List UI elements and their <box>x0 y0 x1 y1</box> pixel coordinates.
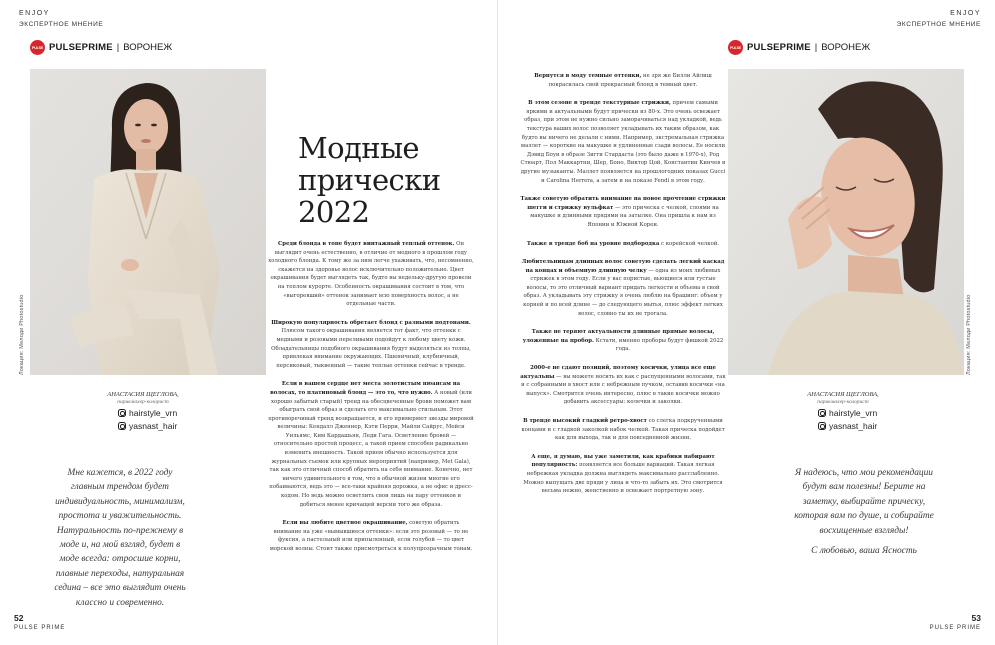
instagram-handle-right-2[interactable] <box>818 421 877 431</box>
stylist-role-right: парикмахер-колорист <box>817 399 869 405</box>
section-label-right: ENJOY <box>950 10 981 17</box>
handle-text: yasnast_hair <box>129 421 178 431</box>
paragraph: Вернутся в моду темные оттенки, не зря же Билли Айлиш покрасилась свой прекрасный блонд в темный цвет. <box>534 73 712 88</box>
article-title <box>298 131 441 229</box>
paragraph: Широкую популярность обретает блонд с разными подтонами. Плюсом такого окрашивания является тот факт, что оттенки с медными и розовыми переливами подойдут к любому цвету кожи. Обладательницы подобного окрашивания будут выделяться из толпы, привлекая внимание окружающих. Пшеничный, клубничный, персиковый, тыквенный — такие теплые оттенки сейчас в тренде. <box>271 319 471 369</box>
subsection-label-left: ЭКСПЕРТНОЕ МНЕНИЕ <box>19 21 104 28</box>
model-photo-right <box>728 69 964 375</box>
instagram-handle-left-2[interactable] <box>118 421 177 431</box>
brand-header-right <box>728 40 870 55</box>
brand-logo-icon: PULSE <box>728 40 743 55</box>
title-line-3: 2022 <box>298 195 370 229</box>
paragraph: Любительницам длинных волос советую сделать легкий каскад на концах и объемную длинную челку — одна из моих любимых стрижек в этом году. Если у вас пористые, вьющиеся или густые волосы, то это отличный вариант придать легкости и объема в свой образ. А укладывать эту стрижку я очень люблю на брашинг: объем у корней и по всей длине — до следующего мытья, плюс эффект легких волос, словно ты их не трогала. <box>521 259 725 317</box>
paragraph: В этом сезоне в тренде текстурные стрижки, причем самыми яркими и актуальными будут прически из 80-х. Это очень освежает образ, при этом не нужно сильно заморачиваться над укладкой, ведь текстура ваших волос позволяет укладывать их таким образом, как будто вы ничего не делали с ними. Например, экстремальная стрижка маллет — короткие на макушке и удлиненные сзади волосы. Ее носили Дэвид Боуи в образе Зигги Стардаста (это было даже в 1970-х), Род Стюарт, Пол Маккартни, Шер, Боно, Виктор Цой, Константин Кинчев и другие музыканты. Маллет появляется на прошлогодних показах Gucci и Carolina Herrera, а затем и на показе Fendi в этом году. <box>520 100 726 184</box>
model-photo-left <box>30 69 266 375</box>
article-column-2 <box>520 72 726 506</box>
page-label-left: PULSE PRIME <box>14 625 66 631</box>
paragraph: Также советую обратить внимание на новое прочтение стрижки шегги и стрижку вульфкат — это прическа с челкой, слоями на макушке и длинными прядями на затылке. Она пришла к нам из Японии и Южной Кореи. <box>520 196 726 228</box>
title-line-1: Модные <box>298 131 419 165</box>
page-number-left: 52 <box>14 613 24 623</box>
instagram-icon <box>118 409 126 417</box>
instagram-handle-left-1[interactable] <box>118 408 177 418</box>
brand-city: ВОРОНЕЖ <box>123 42 173 53</box>
page-number-right: 53 <box>971 613 981 623</box>
quote-signature: С любовью, ваша Ясность <box>811 546 917 556</box>
paragraph: Также в тренде боб на уровне подбородка с корейской челкой. <box>526 240 720 247</box>
photo-credit-left: Локация: Мелоди Photostudio <box>19 294 25 375</box>
subsection-label-right: ЭКСПЕРТНОЕ МНЕНИЕ <box>896 21 981 28</box>
brand-separator: | <box>814 42 818 53</box>
handle-text: yasnast_hair <box>829 421 878 431</box>
paragraph: Если в вашем сердце нет места золотистым нюансам на волосах, то платиновый блонд — это то, что нужно. А новый (или хорошо забытый старый) тренд на обесцвеченные брови поможет вам обыграть свой образ и сделать его максимально стильным. Этот противоречивый тренд возвращается, и его примеряют звезды мировой величины: Кендалл Дженнер, Кэти Перри, Майли Сайрус, Мейси Уильямс, Ким Кардашьян, Леди Гага. Осветление бровей — относительно простой процесс, а такой прием способен радикально изменить внешность. Такой прием обычно используется для журнальных съемок или крупных мероприятий (например, Met Gala), так как это отличный способ обратить на себя внимание. Конечно, нет ничего удивительного в том, что в обычной жизни многие его побаиваются, ведь это — все-таки крайняя дорожка, а не офис и дресс-кодом. Но ведь можно осветлить свои лишь на пару оттенков и добиться менее кричащей версии того же образа. <box>268 381 474 508</box>
expert-quote-left: Мне кажется, в 2022 году главным трендом будет индивидуальность, минимализм, простота и уважительность. Натуральность по-прежнему в моде и, на мой взгляд, будет в моде всегда: отросшие корни, плавные переходы, натуральная седина – все это выглядит очень классно и современно. <box>54 468 186 608</box>
photo-credit-right: Локация: Мелоди Photostudio <box>966 294 972 375</box>
expert-quote-right: Я надеюсь, что мои рекомендации будут вам полезны! Берите на заметку, выбирайте прическу, которая вам по душе, и собирайте восхищенные взгляды! <box>794 468 934 536</box>
page-label-right: PULSE PRIME <box>929 625 981 631</box>
stylist-role-left: парикмахер-колорист <box>117 399 169 405</box>
handle-text: hairstyle_vrn <box>829 408 878 418</box>
title-line-2: прически <box>298 163 441 197</box>
brand-header-left <box>30 40 172 55</box>
brand-logo-icon: PULSE <box>30 40 45 55</box>
paragraph: Также не теряют актуальности длинные прямые волосы, уложенные на пробор. Кстати, именно проборы будут фишкой 2022 года. <box>522 329 724 353</box>
brand-separator: | <box>116 42 120 53</box>
article-column-1 <box>268 240 474 564</box>
instagram-icon <box>818 409 826 417</box>
page-spine <box>497 0 498 645</box>
brand-name: PULSEPRIME <box>49 42 113 53</box>
brand-name: PULSEPRIME <box>747 42 811 53</box>
instagram-icon <box>118 422 126 430</box>
section-label-left: ENJOY <box>19 10 50 17</box>
brand-city: ВОРОНЕЖ <box>821 42 871 53</box>
paragraph: А еще, я думаю, вы уже заметили, как крабики набирают популярность: появляется все больше вариаций. Такая легкая небрежная укладка должна выглядеть максимально расслабленно. Можно выпущать две пряди у лица и что-то забыть их. Это смотрится весьма нежно, женственно и освежает портретную зону. <box>523 453 723 495</box>
paragraph: Если вы любите цветное окрашивание, советую обратить внимание на уже «вымывшиеся оттенки»: если это розовый — то не фуксия, а пастельный или припыленный, если голубой — то цвет морской волны. Стоит также присмотреться к полупрозрачным тонам. <box>269 520 473 552</box>
stylist-name-right: АНАСТАСИЯ ЩЕГЛОВА, <box>807 391 879 398</box>
handle-text: hairstyle_vrn <box>129 408 178 418</box>
paragraph: В тренде высокий гладкий ретро-хвост со слегка подкрученными концами и с гладкой заколкой набок челкой. Такая прическа подойдет как для выхода, так и для повседневной жизни. <box>521 418 725 442</box>
paragraph: 2000-е не сдают позиций, поэтому косички, улица все еще актуальны — вы можете носить их как с распущенными волосами, так и с собранными в хвост или с небрежным пучком, оставив косички «на выпуск». Смотрится очень интересно, плюс в такие косички можно добавить аксессуары: колечки и заколки. <box>520 365 726 406</box>
paragraph: Среди блонда в топе будет винтажный теплый оттенок. Он выглядит очень естественно, в отличие от модного в прошлом году холодного блонда. К тому же за ним легче ухаживать, что, несомненно, скажется на здоровье волос исключительно положительно. Цвет окрашивания будет выглядеть так, будто вы недельку-другую провели на теплом курорте. Особенность окрашивания состоит в том, что «выгоревший» оттенок занимает всю поверхность волос, а не отдельные части. <box>268 241 474 308</box>
stylist-name-left: АНАСТАСИЯ ЩЕГЛОВА, <box>107 391 179 398</box>
instagram-handle-right-1[interactable] <box>818 408 877 418</box>
instagram-icon <box>818 422 826 430</box>
